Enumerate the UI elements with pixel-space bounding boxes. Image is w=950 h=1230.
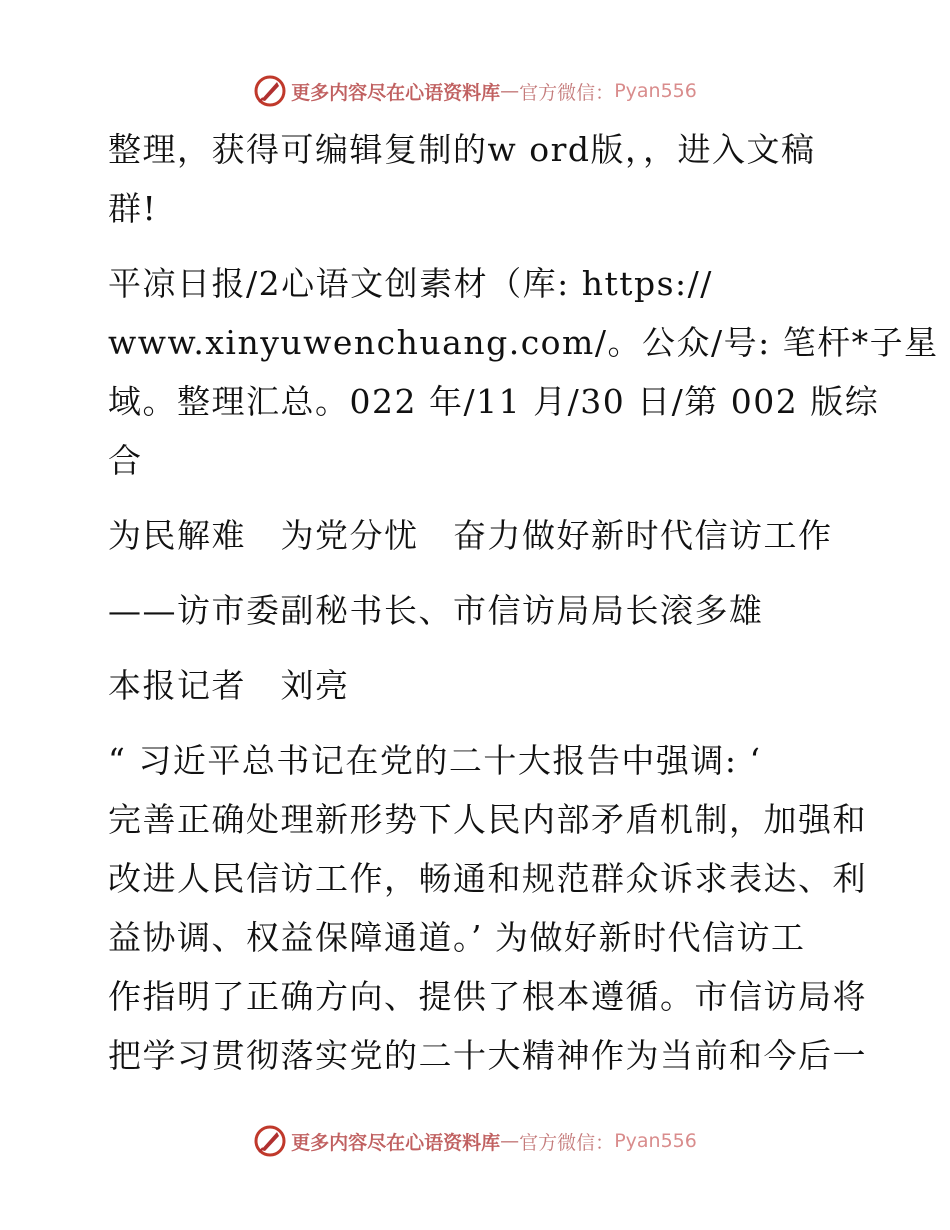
article-subtitle: ——访市委副秘书长、市信访局局长滚多雄 — [108, 591, 764, 630]
intro-paragraph — [98, 120, 853, 238]
source-line-2: www.xinyuwenchuang.com/。公众/号: 笔杆*子星 — [108, 323, 939, 362]
source-line-4: 合 — [108, 441, 143, 480]
article-byline: 本报记者 刘亮 — [108, 666, 350, 705]
header-wechat-id: Pyan556 — [614, 80, 697, 102]
body-line-3: 改进人民信访工作，畅通和规范群众诉求表达、利 — [108, 859, 867, 898]
footer-dash: — — [500, 1130, 520, 1152]
source-line-1: 平凉日报/2心语文创素材（库: https:// — [108, 264, 713, 303]
article-title: 为民解难 为党分忧 奋力做好新时代信访工作 — [108, 516, 833, 555]
header-official-label: 官方微信： — [519, 81, 615, 104]
document-body — [98, 120, 939, 1101]
footer-brand-text: 更多内容尽在心语资料库 — [291, 1131, 501, 1154]
body-line-5: 作指明了正确方向、提供了根本遵循。市信访局将 — [108, 977, 867, 1016]
intro-line-1: 整理，获得可编辑复制的w ord版，，进入文稿 — [108, 130, 816, 169]
source-line-3: 域。整理汇总。022 年/11 月/30 日/第 002 版综 — [108, 382, 880, 421]
intro-line-2: 群! — [108, 189, 158, 228]
footer-official-label: 官方微信： — [519, 1131, 615, 1154]
header-dash: — — [500, 80, 520, 102]
body-line-6: 把学习贯彻落实党的二十大精神作为当前和今后一 — [108, 1036, 867, 1075]
quill-pen-logo-icon — [253, 74, 287, 108]
body-paragraph — [98, 731, 867, 1085]
header-brand-text: 更多内容尽在心语资料库 — [291, 81, 501, 104]
body-line-1: “ 习近平总书记在党的二十大报告中强调: ‘ — [108, 741, 762, 780]
quill-pen-logo-icon — [253, 1124, 287, 1158]
body-line-2: 完善正确处理新形势下人民内部矛盾机制，加强和 — [108, 800, 867, 839]
footer-wechat-id: Pyan556 — [614, 1130, 697, 1152]
source-paragraph — [98, 254, 939, 490]
header-banner — [0, 71, 950, 111]
body-line-4: 益协调、权益保障通道。’ 为做好新时代信访工 — [108, 918, 806, 957]
footer-banner — [0, 1121, 950, 1161]
